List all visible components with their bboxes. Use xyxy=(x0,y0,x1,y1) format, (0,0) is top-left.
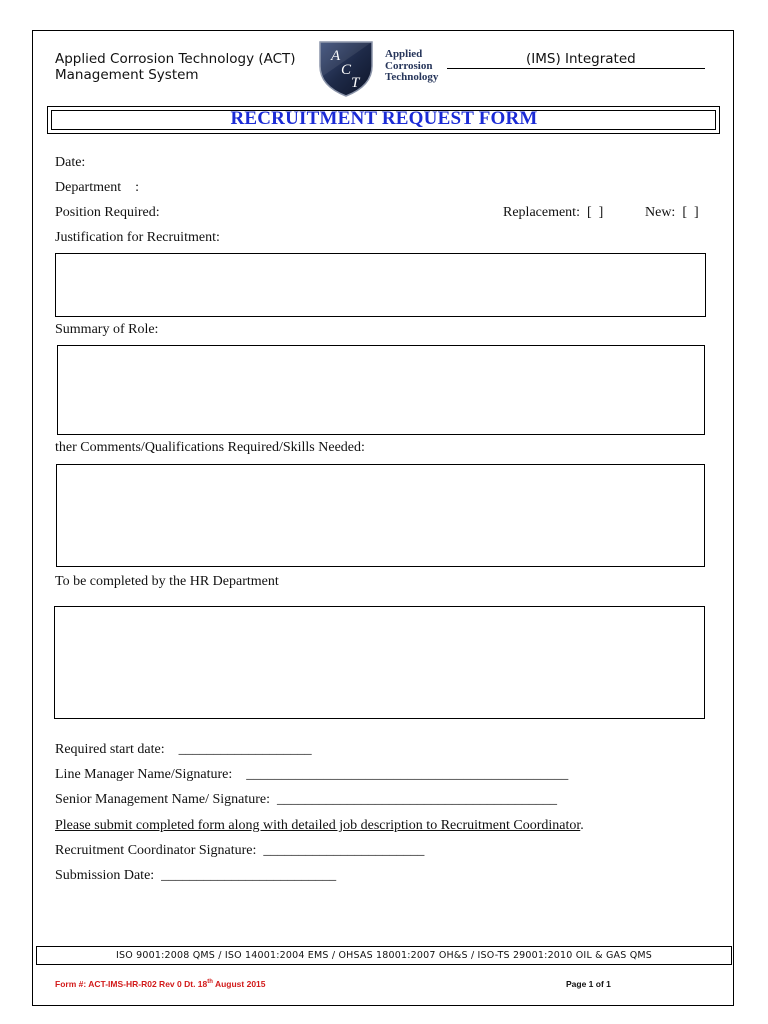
ims-label: (IMS) Integrated xyxy=(526,51,636,67)
submit-instruction-period: . xyxy=(580,818,584,833)
form-title: RECRUITMENT REQUEST FORM xyxy=(230,108,538,129)
submit-instruction-text: Please submit completed form along with detailed job description to Recruitment Coordinator xyxy=(55,818,581,833)
line-manager-signature-field[interactable]: Line Manager Name/Signature: ______________________________________________ xyxy=(55,767,569,782)
submit-instruction xyxy=(55,817,584,834)
justification-label: Justification for Recruitment: xyxy=(55,230,220,245)
company-name: Applied Corrosion Technology (ACT) xyxy=(55,51,296,67)
logo-word-applied: Applied xyxy=(385,48,423,60)
act-logo-shield-icon xyxy=(317,38,375,98)
replacement-checkbox[interactable]: Replacement: [ ] xyxy=(503,205,604,220)
senior-management-signature-field[interactable]: Senior Management Name/ Signature: ________________________________________ xyxy=(55,792,557,807)
logo-letter-a: A xyxy=(331,48,341,64)
recruitment-coordinator-signature-field[interactable]: Recruitment Coordinator Signature: _______________________ xyxy=(55,843,425,858)
form-number xyxy=(55,979,266,989)
page-number: Page 1 of 1 xyxy=(566,979,611,989)
position-required-label: Position Required: xyxy=(55,205,160,220)
summary-of-role-box[interactable] xyxy=(57,345,705,435)
management-system-label: Management System xyxy=(55,67,199,83)
department-label: Department : xyxy=(55,180,139,195)
logo-letter-c: C xyxy=(341,62,352,78)
standards-footer: ISO 9001:2008 QMS / ISO 14001:2004 EMS / OHSAS 18001:2007 OH&S / ISO-TS 29001:2010 OIL & GAS QMS xyxy=(116,950,652,961)
new-checkbox[interactable]: New: [ ] xyxy=(645,205,699,220)
hr-department-box[interactable] xyxy=(54,606,705,719)
submission-date-field[interactable]: Submission Date: _________________________ xyxy=(55,868,337,883)
logo-word-corrosion: Corrosion xyxy=(385,59,433,72)
comments-box[interactable] xyxy=(56,464,705,567)
justification-box[interactable] xyxy=(55,253,706,317)
logo-wordmark xyxy=(385,49,438,84)
hr-department-label: To be completed by the HR Department xyxy=(55,574,279,589)
form-number-suffix: August 2015 xyxy=(212,979,266,989)
logo-word-technology: Technology xyxy=(385,71,439,83)
summary-of-role-label: Summary of Role: xyxy=(55,322,159,337)
comments-label: ther Comments/Qualifications Required/Skills Needed: xyxy=(55,440,365,455)
date-label: Date: xyxy=(55,155,86,170)
logo-letter-t: T xyxy=(351,75,360,91)
form-number-sup: th xyxy=(207,979,213,986)
header-rule xyxy=(447,68,705,69)
form-number-prefix: Form #: ACT-IMS-HR-R02 Rev 0 Dt. 18 xyxy=(55,979,208,989)
required-start-date-field[interactable]: Required start date: ___________________ xyxy=(55,742,312,757)
